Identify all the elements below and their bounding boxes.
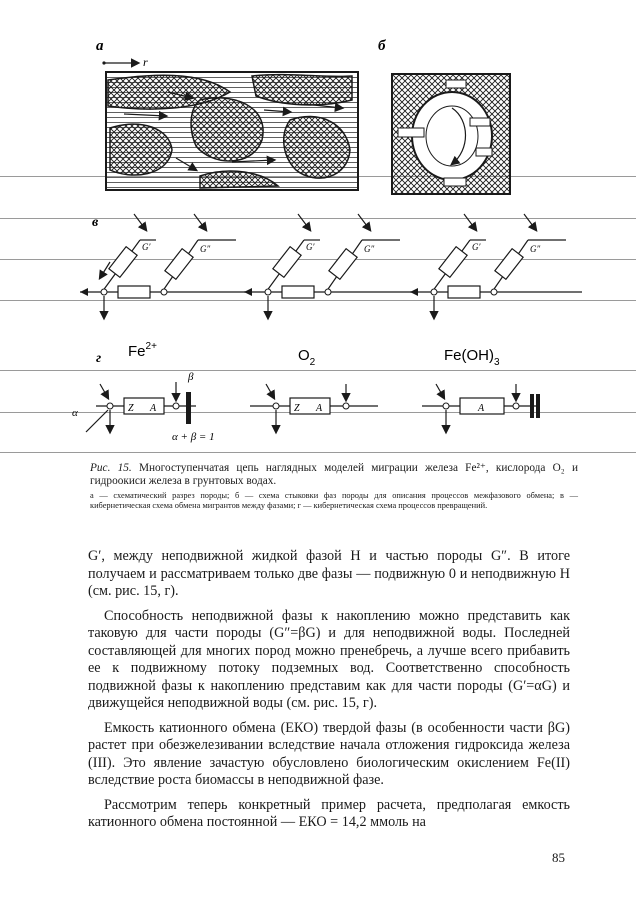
panel-label-g: г (96, 351, 102, 366)
phase-coupling-scheme (392, 74, 510, 194)
rock-section (106, 72, 358, 190)
g-double-prime-label: G″ (364, 244, 375, 254)
panel-label-a: а (96, 38, 104, 54)
body-paragraph: G′, между неподвижной жидкой фазой H и частью породы G″. В итоге получаем и рассматриваем только две фазы — подвижную 0 и неподвижную H (см. рис. 15, г). (88, 548, 570, 599)
species-fe2: $Fe^{2+}$ (128, 341, 157, 360)
box-letter-z: Z (128, 403, 134, 414)
transformation-scheme-o2 (250, 384, 378, 432)
box-letter-a: A (150, 403, 157, 414)
species-o2: $O_2$ (298, 347, 316, 368)
figure-caption (90, 462, 578, 488)
axis-label-r: r (143, 55, 148, 69)
cybernetic-scheme-3 (410, 214, 582, 318)
transformation-scheme-fe2 (72, 371, 215, 443)
box-letter-z: Z (294, 403, 300, 414)
body-paragraph: Емкость катионного обмена (ЕКО) твердой фазы (в особенности части βG) растет при обезжелезивании вследствие начала отложения гидроксида железа (III). Это явление зачастую обусловлено биологическим окислением Fe(II) вследствие роста биомассы в неподвижной фазе. (88, 719, 570, 788)
caption-label: Рис. 15. (90, 462, 132, 474)
cybernetic-scheme-2 (244, 214, 416, 318)
g-prime-label: G′ (472, 242, 481, 252)
alpha-label: α (72, 407, 78, 419)
beta-label: β (188, 371, 194, 383)
body-text (88, 548, 570, 839)
figure-legend (90, 491, 578, 511)
g-double-prime-label: G″ (200, 244, 211, 254)
legend-text: а — схематический разрез породы; б — схема стыковки фаз породы для описания процессов межфазового обмена; в — кибернетическая схема обмена мигрантов между фазами; г — кибернетическая схема процессов превращений. (90, 491, 578, 510)
g-double-prime-label: G″ (530, 244, 541, 254)
panel-label-v: в (92, 215, 99, 230)
caption-text: Многоступенчатая цепь наглядных моделей миграции железа Fe²⁺, кислорода O₂ и гидроокиси железа в грунтовых водах. (90, 462, 578, 487)
panel-label-b: б (378, 38, 386, 54)
page-number: 85 (552, 850, 565, 865)
body-paragraph: Рассмотрим теперь конкретный пример расчета, предполагая емкость катионного обмена постоянной — ЕКО = 14,2 ммоль на (88, 796, 570, 830)
transformation-scheme-feoh3 (422, 384, 540, 432)
box-letter-a: A (316, 403, 323, 414)
cybernetic-scheme-1 (80, 214, 252, 318)
body-paragraph: Способность неподвижной фазы к накоплению можно представить как таковую для части породы (G″=βG) и для неподвижной воды. Последней составляющей для многих пород можно пренебречь, а лучше всего прибавить ее к подвижному потоку подземных вод. Соответственно способность подвижной фазы к накоплению представим как для части породы (G′=αG) и движущейся неподвижной воды (см. рис. 15, г). (88, 607, 570, 711)
species-feoh3: $Fe(OH)_3$ (444, 347, 500, 368)
g-prime-label: G′ (142, 242, 151, 252)
g-prime-label: G′ (306, 242, 315, 252)
box-letter-a: A (478, 403, 485, 414)
alpha-beta-equation: α + β = 1 (172, 431, 215, 443)
